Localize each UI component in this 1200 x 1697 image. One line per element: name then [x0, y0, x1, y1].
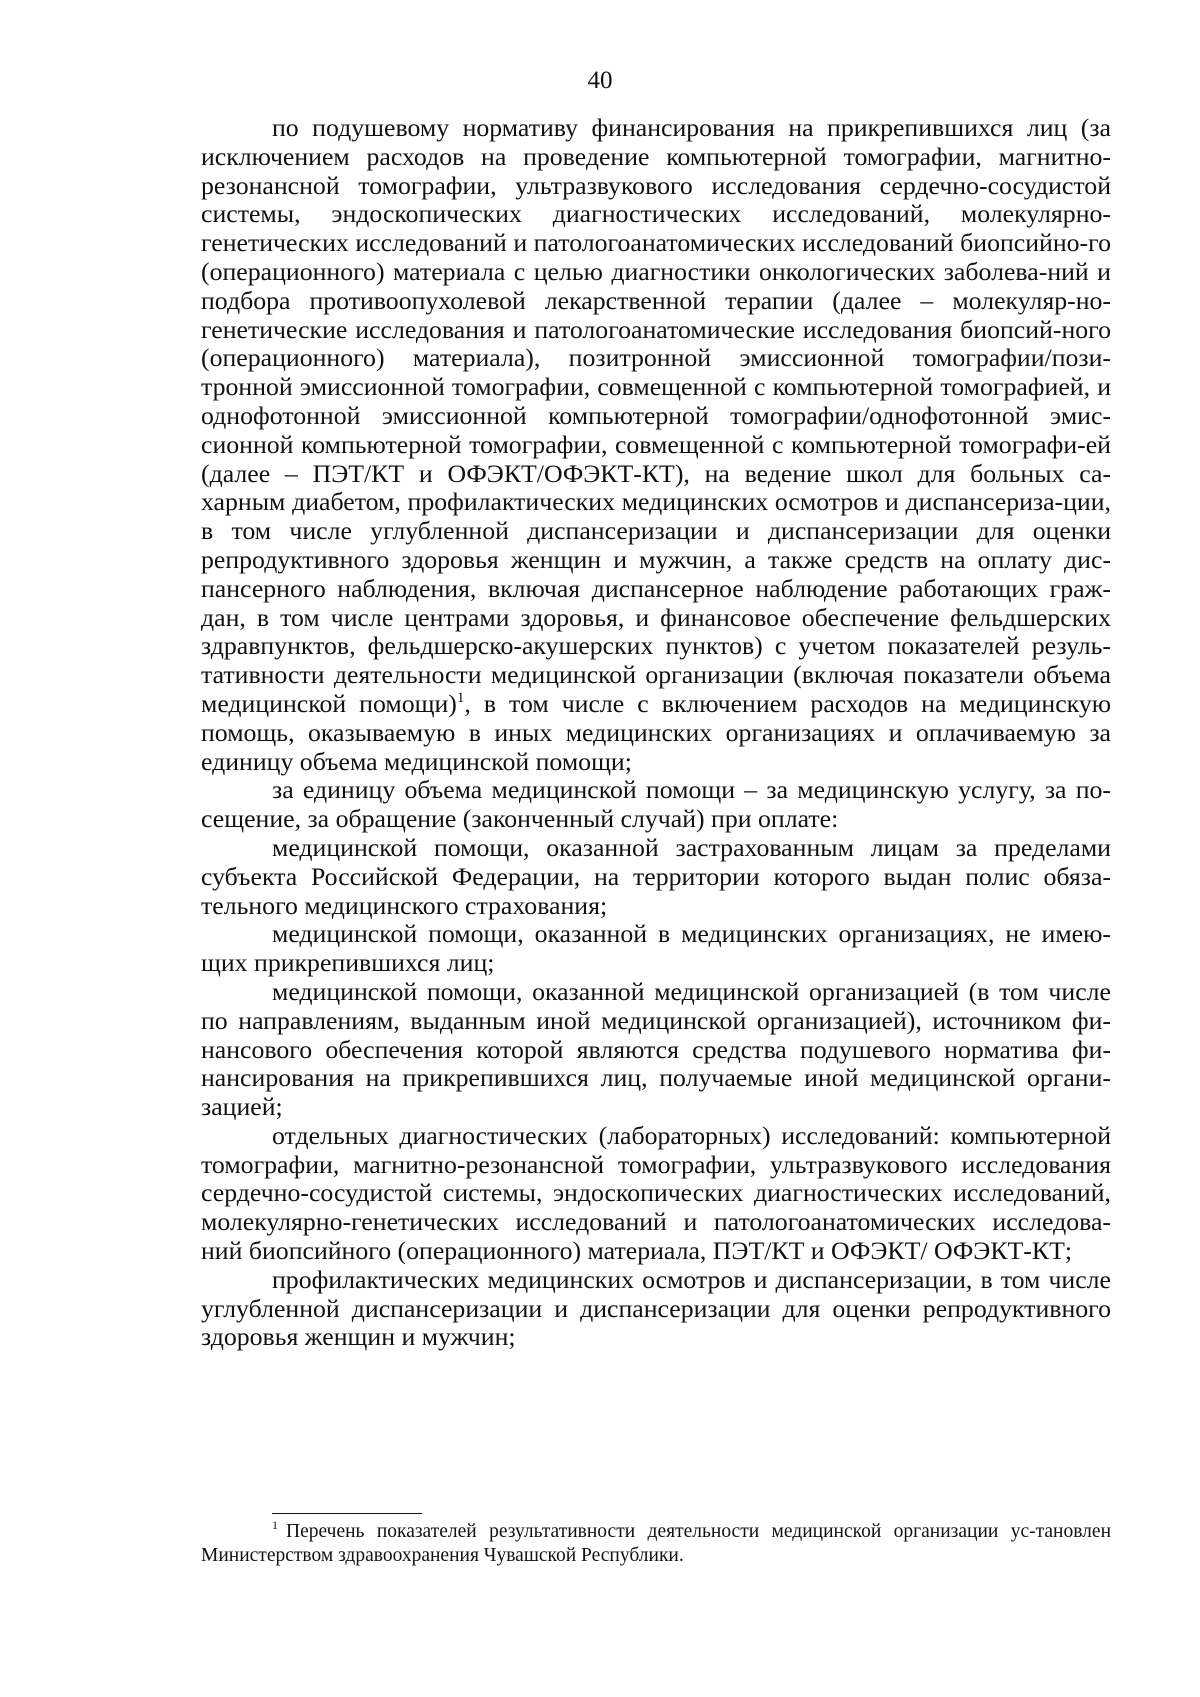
- paragraph-1-continuation: , в том числе с включением расходов на медицинскую помощь, оказываемую в иных медицинских организациях и оплачиваемую за единицу объема медицинской помощи;: [201, 688, 1111, 776]
- footnote-separator: [272, 1513, 422, 1514]
- paragraph-1-text: по подушевому нормативу финансирования на прикрепившихся лиц (за исключением расходов на проведение компьютерной томографии, магнитно-резонансной томографии, ультразвукового исследования сердечно-сосудистой системы, эндоскопических диагностических исследований, молекулярно-генетических исследований и патологоанатомических исследований биопсийно-го (операционного) материала с целью диагностики онкологических заболева-ний и подбора противоопухолевой лекарственной терапии (далее – молекуляр-но-генетические исследования и патологоанатомические исследования биопсий-ного (операционного) материала), позитронной эмиссионной томографии/пози-тронной эмиссионной томографии, совмещенной с компьютерной томографией, и однофотонной эмиссионной компьютерной томографии/однофотонной эмис-сионной компьютерной томографии, совмещенной с компьютерной томографи-ей (далее – ПЭТ/КТ и ОФЭКТ/ОФЭКТ-КТ), на ведение школ для больных са-харным диабетом, профилактических медицинских осмотров и диспансериза-ции, в том числе углубленной диспансеризации и диспансеризации для оценки репродуктивного здоровья женщин и мужчин, а также средств на оплату дис-пансерного наблюдения, включая диспансерное наблюдение работающих граж-дан, в том числе центрами здоровья, и финансовое обеспечение фельдшерских здравпунктов, фельдшерско-акушерских пунктов) с учетом показателей резуль-тативности деятельности медицинской организации (включая показатели объема медицинской помощи): [201, 113, 1111, 718]
- footnote-text: Перечень показателей результативности деятельности медицинской организации ус-тановлен Министерством здравоохранения Чувашской Республики.: [201, 1521, 1111, 1566]
- page-number: 40: [587, 67, 613, 94]
- paragraph-1: [201, 114, 1111, 776]
- paragraph-5: медицинской помощи, оказанной медицинской организацией (в том числе по направлениям, выданным иной медицинской организацией), источником фи-нансового обеспечения которой являются средства подушевого норматива фи-нансирования на прикрепившихся лиц, получаемые иной медицинской органи-зацией;: [201, 976, 1111, 1122]
- paragraph-2: за единицу объема медицинской помощи – за медицинскую услугу, за по-сещение, за обращение (законченный случай) при оплате:: [201, 775, 1111, 834]
- paragraph-4: медицинской помощи, оказанной в медицинских организациях, не имею-щих прикрепившихся лиц;: [201, 919, 1111, 978]
- footnote: [201, 1520, 1111, 1568]
- body-text: [201, 114, 1111, 1352]
- paragraph-7: профилактических медицинских осмотров и диспансеризации, в том числе углубленной диспансеризации и диспансеризации для оценки репродуктивного здоровья женщин и мужчин;: [201, 1264, 1111, 1352]
- paragraph-6: отдельных диагностических (лабораторных) исследований: компьютерной томографии, магнитно-резонансной томографии, ультразвукового исследования сердечно-сосудистой системы, эндоскопических диагностических исследований, молекулярно-генетических исследований и патологоанатомических исследова-ний биопсийного (операционного) материала, ПЭТ/КТ и ОФЭКТ/ ОФЭКТ-КТ;: [201, 1120, 1111, 1266]
- paragraph-3: медицинской помощи, оказанной застрахованным лицам за пределами субъекта Российской Федерации, на территории которого выдан полис обяза-тельного медицинского страхования;: [201, 832, 1111, 920]
- footnote-reference[interactable]: 1: [456, 689, 465, 706]
- footnote-marker: 1: [272, 1518, 278, 1532]
